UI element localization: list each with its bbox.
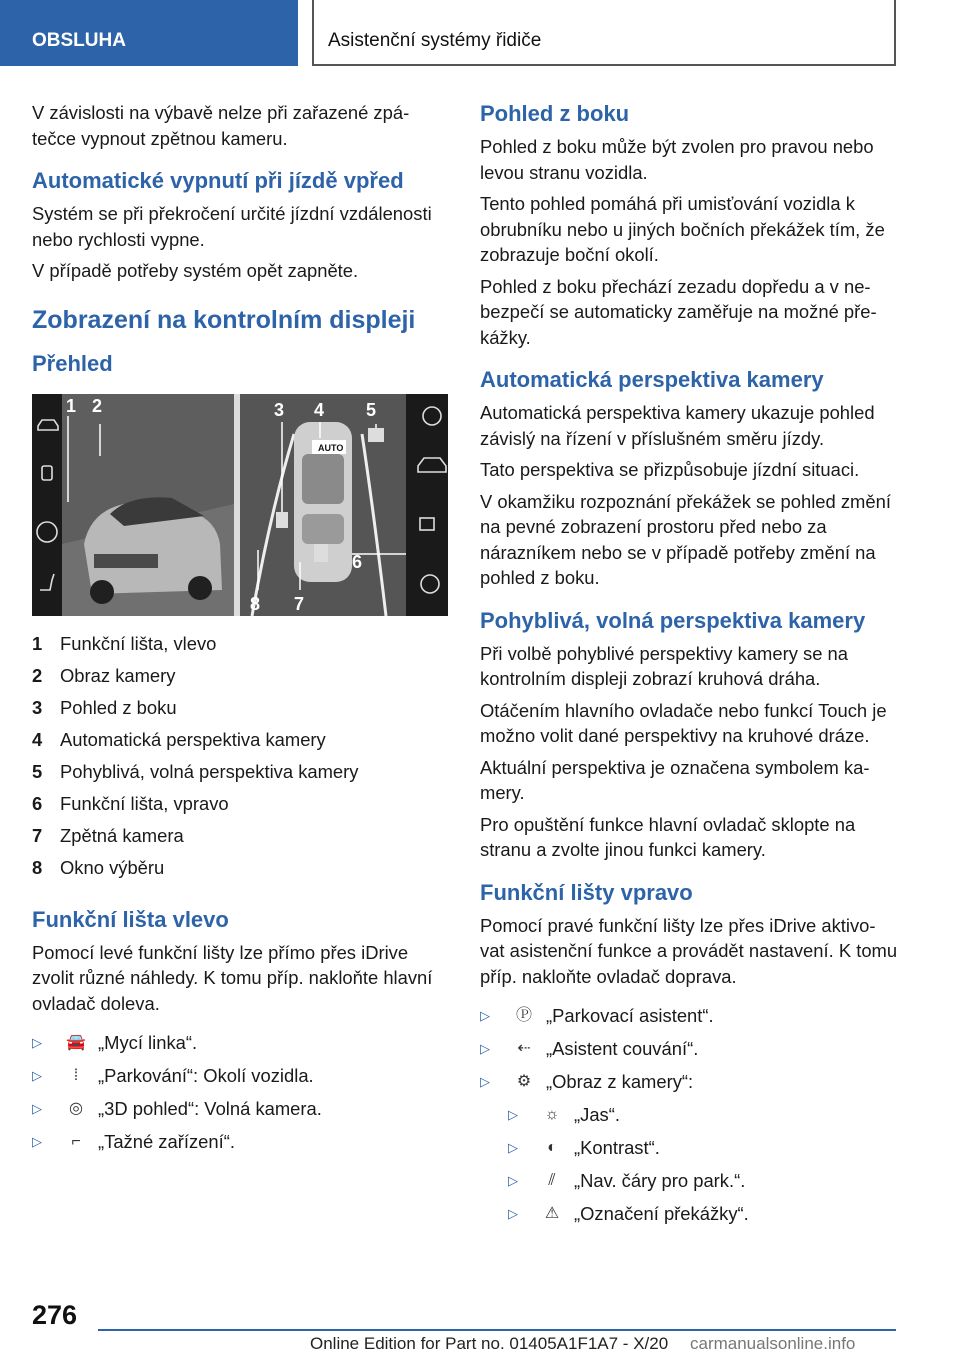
legend-item: 8 Okno výběru [32,856,165,878]
list-item: ▷ Ⓟ „Parkovací asistent“. [480,999,900,1032]
right-column [480,100,900,1230]
list-item: ▷ ⚠ „Označení překážky“. [480,1197,900,1230]
list-item: ▷ ☼ „Jas“. [480,1098,900,1131]
list-item: ▷ 🚘 „Mycí linka“. [32,1026,446,1059]
left-bar-paragraph: Pomocí levé funkční lišty lze přímo přes iDrive zvolit různé náhledy. K tomu příp. nakloňte hlavní ovladač doleva. [32,941,433,1014]
side-view-paragraph-1: Pohled z boku může být zvolen pro pravou nebo levou stranu vozidla. [480,136,874,183]
heading-side-view: Pohled z boku [480,101,630,126]
heading-right-bar: Funkční lišty vpravo [480,879,693,905]
left-column [32,100,446,1158]
legend-item: 2 Obraz kamery [32,664,176,686]
heading-display: Zobrazení na kontrolním displeji [32,305,416,334]
list-item: ▷ ⚙ „Obraz z kamery“: [480,1065,900,1098]
heading-auto-perspective: Automatická perspektiva kamery [480,367,824,392]
figure-label-5: 5 [366,399,377,420]
list-item: ▷ ◎ „3D pohled“: Volná kamera. [32,1092,446,1125]
right-bar-list [480,999,900,1230]
figure-legend [32,628,446,884]
figure-label-1: 1 [66,395,77,416]
free-perspective-paragraph-3: Aktuální perspektiva je označena symbolem ka-mery. [480,756,870,803]
figure-label-2: 2 [92,395,103,416]
figure-auto-tag: AUTO [318,442,344,453]
park-assist-icon: Ⓟ [515,1007,532,1024]
contrast-icon: ◐ [547,1139,557,1156]
legend-item: 6 Funkční lišta, vpravo [32,792,229,814]
legend-item: 3 Pohled z boku [32,696,177,718]
free-perspective-paragraph-1: Při volbě pohyblivé perspektivy kamery se na kontrolním displeji zobrazí kruhová dráha. [480,642,848,689]
section-tab: OBSLUHA [0,0,298,66]
heading-free-perspective: Pohyblivá, volná perspektiva kamery [480,607,866,633]
heading-overview: Přehled [32,350,113,376]
list-item: ▷ ⁞ „Parkování“: Okolí vozidla. [32,1059,446,1092]
list-item: ▷ ◐ „Kontrast“. [480,1131,900,1164]
legend-item: 5 Pohyblivá, volná perspektiva kamery [32,760,359,782]
page-number: 276 [32,1300,78,1330]
intro-paragraph: V závislosti na výbavě nelze při zařazené zpá-tečce vypnout zpětnou kameru. [32,102,410,149]
auto-off-paragraph-2: V případě potřeby systém opět zapněte. [32,260,359,281]
auto-perspective-paragraph-2: Tato perspektiva se přizpůsobuje jízdní situaci. [480,459,860,480]
footer-edition: Online Edition for Part no. 01405A1F1A7 - X/20 [310,1334,669,1353]
legend-item: 7 Zpětná kamera [32,824,184,846]
auto-off-paragraph-1: Systém se při překročení určité jízdní vzdálenosti nebo rychlosti vypne. [32,203,432,250]
car-wash-icon: 🚘 [66,1034,86,1051]
chapter-title: Asistenční systémy řidiče [312,0,896,66]
heading-auto-off: Automatické vypnutí při jízdě vpřed [32,168,404,193]
figure-label-6: 6 [352,551,363,572]
footer-divider [98,1329,896,1331]
free-perspective-paragraph-4: Pro opuštění funkce hlavní ovladač sklopte na stranu a zvolte jinou funkci kamery. [480,813,856,860]
reverse-assist-icon: ⇠ [517,1040,531,1057]
left-bar-list [32,1026,446,1158]
camera-settings-icon: ⚙ [516,1073,532,1090]
list-item: ▷ ⌐ „Tažné zařízení“. [32,1125,446,1158]
parking-icon: ⁞ [73,1067,79,1084]
figure-label-4: 4 [314,399,325,420]
figure-label-7: 7 [294,593,305,614]
side-view-paragraph-3: Pohled z boku přechází zezadu dopředu a v ne-bezpečí se automaticky zaměřuje na možné pře-kážky. [480,275,877,348]
footer-watermark: carmanualsonline.info [690,1334,856,1353]
auto-perspective-paragraph-3: V okamžiku rozpoznání překážek se pohled změní na pevné zobrazení prostoru před nebo za nárazníkem nebo se v případě potřeby změní na pohled z boku. [480,490,891,588]
legend-item: 4 Automatická perspektiva kamery [32,728,326,750]
legend-item: 1 Funkční lišta, vlevo [32,632,217,654]
camera-display-illustration [32,394,448,616]
side-view-paragraph-2: Tento pohled pomáhá při umisťování vozidla k obrubníku nebo u jiných bočních překážek tím, že zobrazuje boční okolí. [480,193,885,265]
obstacle-marking-icon: ⚠ [544,1205,560,1222]
free-perspective-paragraph-2: Otáčením hlavního ovladače nebo funkcí Touch je možno volit dané perspektivy na kruhové dráze. [480,699,887,746]
list-item: ▷ ⇠ „Asistent couvání“. [480,1032,900,1065]
3d-view-icon: ◎ [69,1100,83,1117]
parking-lines-icon: ⫽ [548,1172,556,1189]
list-item: ▷ ⫽ „Nav. čáry pro park.“. [480,1164,900,1197]
auto-perspective-paragraph-1: Automatická perspektiva kamery ukazuje pohled závislý na řízení v příslušném směru jízdy. [480,402,875,449]
brightness-icon: ☼ [544,1106,560,1123]
figure-label-3: 3 [274,399,285,420]
camera-display-figure [32,394,448,616]
figure-label-8: 8 [250,593,261,614]
tow-hitch-icon: ⌐ [71,1133,81,1150]
heading-left-bar: Funkční lišta vlevo [32,906,229,932]
page-header [0,0,960,66]
right-bar-paragraph: Pomocí pravé funkční lišty lze přes iDrive aktivo-vat asistenční funkce a provádět nastavení. K tomu příp. nakloňte ovladač doprava. [480,914,898,987]
